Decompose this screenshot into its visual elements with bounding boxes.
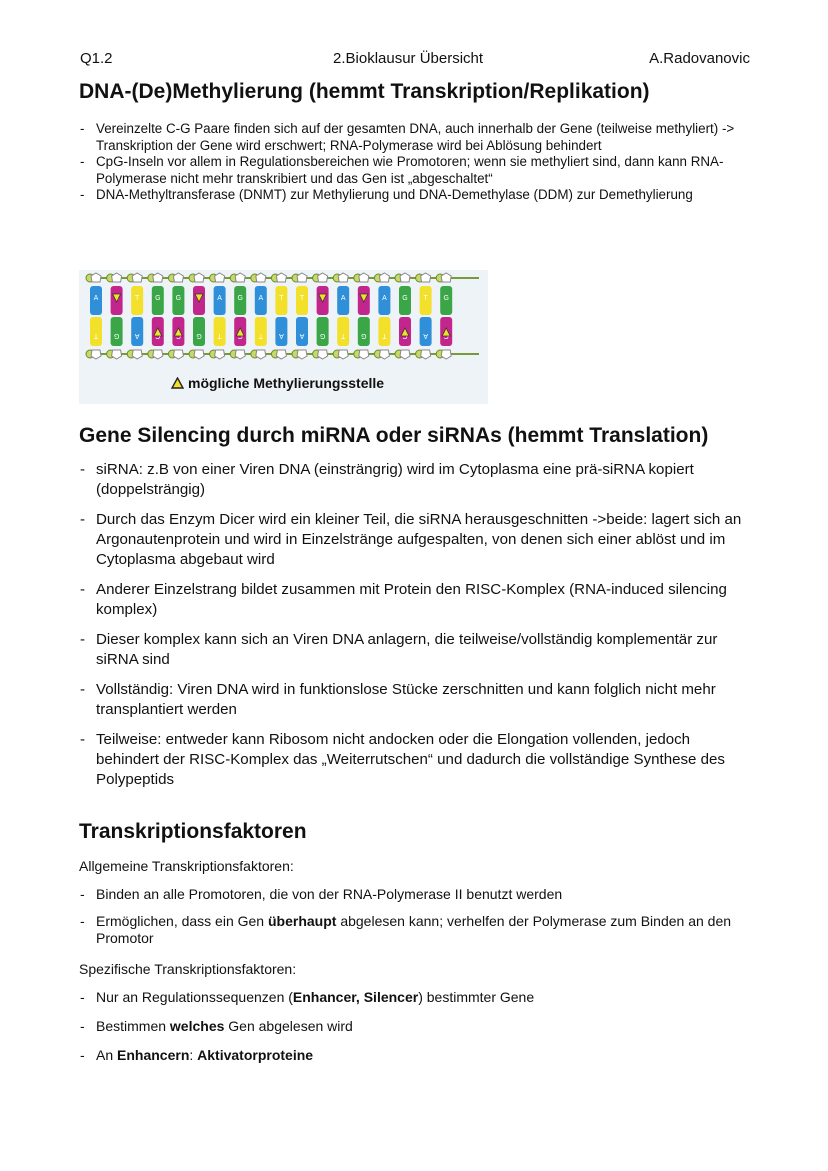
base-label-bottom: T <box>341 332 346 339</box>
base-label-bottom: G <box>361 332 367 339</box>
specific-tf-list <box>79 989 751 1076</box>
figure-caption-text: mögliche Methylierungsstelle <box>188 375 385 391</box>
base-label-top: T <box>299 295 305 302</box>
methylation-heading: DNA-(De)Methylierung (hemmt Transkription/Replikation) <box>79 80 650 103</box>
base-label-top: T <box>279 295 284 302</box>
base-label-top: A <box>217 295 222 302</box>
base-label-top: G <box>402 295 408 302</box>
list-item: - Durch das Enzym Dicer wird ein kleiner Teil, die siRNA herausgeschnitten ->beide: lagert sich an Argonautenprotein und wird in Einzelstränge aufgespalten, von denen sich einer ablöst und im Cytoplasma abgebaut wird <box>79 510 751 570</box>
page-header <box>80 50 750 70</box>
base-pair-bottom <box>378 317 390 346</box>
base-pair-bottom <box>131 317 143 346</box>
list-item: - CpG-Inseln vor allem in Regulationsbereichen wie Promotoren; wenn sie methyliert sind, dann kann RNA-Polymerase nicht mehr transkribiert und das Gen ist „abgeschaltet“ <box>79 154 751 187</box>
dna-strand-diagram <box>79 270 488 370</box>
base-pair-bottom <box>296 317 308 346</box>
general-tf-list <box>79 886 751 957</box>
list-item: - DNA-Methyltransferase (DNMT) zur Methylierung und DNA-Demethylase (DDM) zur Demethylierung <box>79 187 751 204</box>
base-pair-bottom <box>317 317 329 346</box>
base-label-bottom: A <box>279 332 284 339</box>
document-title: 2.Bioklausur Übersicht <box>333 50 484 67</box>
base-label-top: T <box>135 295 140 302</box>
base-pair-bottom <box>90 317 102 346</box>
transcription-factors-heading: Transkriptionsfaktoren <box>79 820 307 843</box>
base-label-top: G <box>237 295 243 302</box>
list-item: - Binden an alle Promotoren, die von der RNA-Polymerase II benutzt werden <box>79 886 751 903</box>
base-pair-bottom <box>214 317 226 346</box>
gene-silencing-list <box>79 460 751 800</box>
dna-methylation-figure <box>79 270 488 404</box>
list-item: - An Enhancern: Aktivatorproteine <box>79 1047 751 1064</box>
base-label-bottom: T <box>258 332 263 339</box>
base-pair-bottom <box>193 317 205 346</box>
methylation-list <box>79 121 751 204</box>
base-label-top: A <box>93 295 99 302</box>
list-item: - Dieser komplex kann sich an Viren DNA anlagern, die teilweise/vollständig komplementär zur siRNA sind <box>79 630 751 670</box>
list-item: - Teilweise: entweder kann Ribosom nicht andocken oder die Elongation vollenden, jedoch behindert der RISC-Komplex das „Weiterrutschen“ und dadurch die vollständige Synthese des Polypeptids <box>79 730 751 790</box>
base-label-top: G <box>175 295 182 302</box>
list-item: - Anderer Einzelstrang bildet zusammen mit Protein den RISC-Komplex (RNA-induced silencing komplex) <box>79 580 751 620</box>
author-name: A.Radovanovic <box>649 50 750 67</box>
base-label-bottom: T <box>217 332 222 339</box>
course-label: Q1.2 <box>80 50 113 67</box>
figure-caption <box>171 375 384 391</box>
base-label-top: G <box>155 295 161 302</box>
base-pair-bottom <box>337 317 349 346</box>
base-label-bottom: T <box>93 332 99 339</box>
list-item: - Vollständig: Viren DNA wird in funktionslose Stücke zerschnitten und kann folglich nicht mehr transplantiert werden <box>79 680 751 720</box>
base-label-bottom: G <box>196 332 202 339</box>
base-label-bottom: A <box>299 332 305 339</box>
base-label-bottom: A <box>423 332 428 339</box>
base-label-top: A <box>340 295 346 302</box>
list-item: - Nur an Regulationssequenzen (Enhancer, Silencer) bestimmter Gene <box>79 989 751 1006</box>
list-item: - Bestimmen welches Gen abgelesen wird <box>79 1018 751 1035</box>
base-pair-bottom <box>111 317 123 346</box>
base-label-bottom: A <box>134 332 140 339</box>
list-item: - Ermöglichen, dass ein Gen überhaupt abgelesen kann; verhelfen der Polymerase zum Binden an den Promotor <box>79 913 751 947</box>
base-pair-bottom <box>275 317 287 346</box>
general-tf-label: Allgemeine Transkriptionsfaktoren: <box>79 858 294 874</box>
base-pair-bottom <box>420 317 432 346</box>
specific-tf-label: Spezifische Transkriptionsfaktoren: <box>79 961 297 977</box>
base-label-top: A <box>382 295 387 302</box>
base-label-top: G <box>443 295 449 302</box>
base-pair-bottom <box>358 317 370 346</box>
base-label-top: T <box>423 295 428 302</box>
triangle-icon <box>171 377 184 389</box>
base-pair-bottom <box>255 317 267 346</box>
base-label-bottom: G <box>319 332 326 339</box>
list-item: - Vereinzelte C-G Paare finden sich auf der gesamten DNA, auch innerhalb der Gene (teilweise methyliert) -> Transkription der Gene wird erschwert; RNA-Polymerase wird bei Ablösung behindert <box>79 121 751 154</box>
base-label-top: A <box>258 295 264 302</box>
base-label-bottom: T <box>382 332 387 339</box>
list-item: - siRNA: z.B von einer Viren DNA (einsträngrig) wird im Cytoplasma eine prä-siRNA kopiert (doppelsträngig) <box>79 460 751 500</box>
base-label-bottom: G <box>113 332 120 339</box>
gene-silencing-heading: Gene Silencing durch miRNA oder siRNAs (hemmt Translation) <box>79 424 709 447</box>
